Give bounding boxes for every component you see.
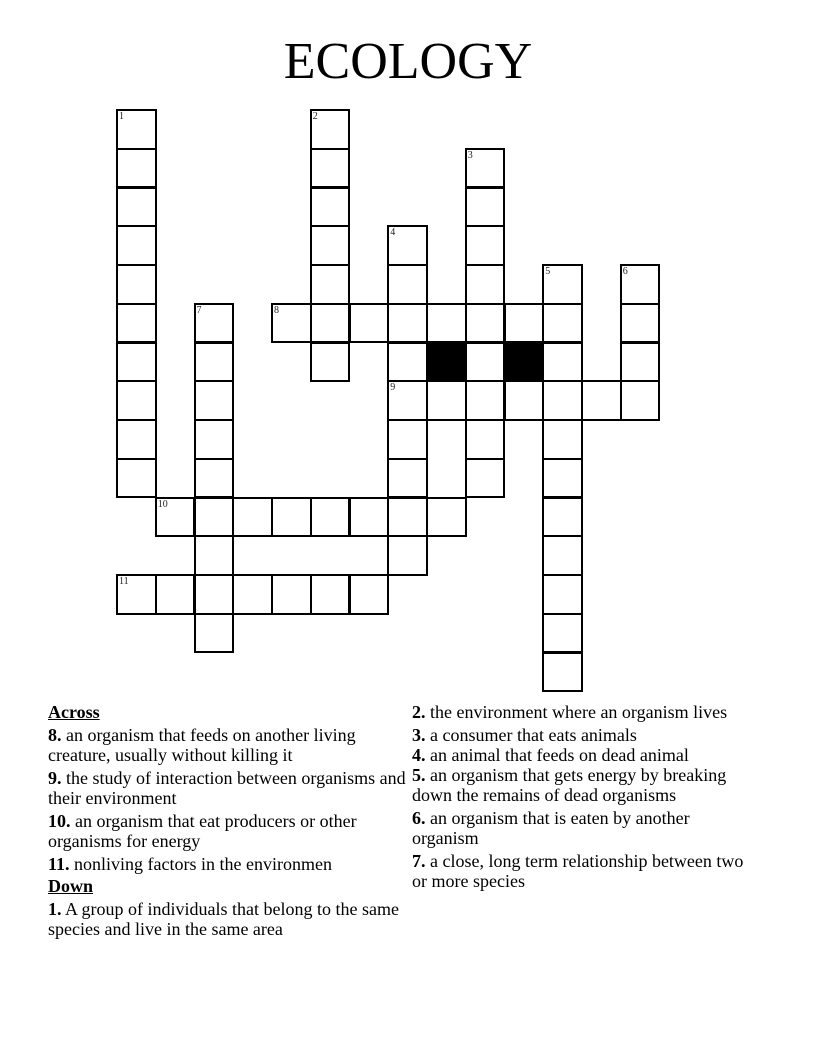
grid-cell[interactable] xyxy=(194,342,235,383)
clue-down-7 xyxy=(412,851,752,891)
clue-across-11 xyxy=(48,854,408,874)
grid-cell[interactable] xyxy=(387,342,428,383)
grid-cell[interactable] xyxy=(465,225,506,266)
grid-cell[interactable] xyxy=(116,380,157,421)
grid-cell[interactable] xyxy=(116,148,157,189)
clue-number-label: 4 xyxy=(390,227,396,239)
clue-number: 10. xyxy=(48,811,71,831)
grid-cell[interactable] xyxy=(116,109,157,150)
clue-down-4 xyxy=(412,745,752,765)
grid-cell[interactable] xyxy=(426,380,467,421)
grid-cell[interactable] xyxy=(194,497,235,538)
grid-cell[interactable] xyxy=(116,419,157,460)
clue-down-3 xyxy=(412,725,752,745)
clue-number: 7. xyxy=(412,851,426,871)
clue-number-label: 5 xyxy=(545,266,551,277)
clue-number: 9. xyxy=(48,768,62,788)
grid-cell[interactable] xyxy=(581,380,622,421)
clue-number-label: 6 xyxy=(622,266,628,277)
clue-down-5 xyxy=(412,765,752,805)
grid-cell[interactable] xyxy=(194,380,235,421)
grid-cell[interactable] xyxy=(116,225,157,266)
grid-cell[interactable] xyxy=(387,225,428,266)
clue-number: 2. xyxy=(412,702,426,722)
grid-cell[interactable] xyxy=(542,497,583,538)
clue-number-label: 10 xyxy=(157,498,168,510)
grid-cell[interactable] xyxy=(620,264,661,305)
clue-text: A group of individuals that belong to the same species and live in the same area xyxy=(48,899,399,939)
grid-cell[interactable] xyxy=(116,187,157,228)
clue-text: an animal that feeds on dead animal xyxy=(430,745,689,765)
clues-column-left xyxy=(48,702,408,942)
clue-text: an organism that gets energy by breaking down the remains of dead organisms xyxy=(412,765,727,805)
grid-cell[interactable] xyxy=(310,225,351,266)
grid-cell[interactable] xyxy=(387,535,428,576)
grid-cell[interactable] xyxy=(194,613,235,654)
clue-number-label: 7 xyxy=(196,304,202,316)
grid-cell[interactable] xyxy=(310,497,351,538)
grid-cell[interactable] xyxy=(387,458,428,499)
grid-cell[interactable] xyxy=(542,264,583,305)
clue-down-6 xyxy=(412,808,752,848)
clue-number: 5. xyxy=(412,765,426,785)
down-heading: Down xyxy=(48,876,94,896)
clue-text: the environment where an organism lives xyxy=(430,702,728,722)
grid-cell[interactable] xyxy=(194,574,235,615)
clue-text: a close, long term relationship between two or more species xyxy=(412,851,744,891)
clue-number-label: 11 xyxy=(119,576,129,587)
grid-cell[interactable] xyxy=(155,574,196,615)
grid-cell[interactable] xyxy=(387,419,428,460)
grid-cell[interactable] xyxy=(310,342,351,383)
clue-text: an organism that is eaten by another organism xyxy=(412,808,690,848)
grid-cell[interactable] xyxy=(465,148,506,189)
grid-cell[interactable] xyxy=(465,303,506,344)
grid-cell[interactable] xyxy=(465,380,506,421)
clue-down-2 xyxy=(412,702,752,722)
grid-cell[interactable] xyxy=(310,187,351,228)
grid-cell[interactable] xyxy=(116,458,157,499)
grid-cell[interactable] xyxy=(310,303,351,344)
clue-number-label: 9 xyxy=(390,382,396,394)
grid-cell[interactable] xyxy=(542,342,583,383)
grid-cell[interactable] xyxy=(542,535,583,576)
grid-cell[interactable] xyxy=(504,303,545,344)
grid-cell[interactable] xyxy=(504,380,545,421)
clue-text: a consumer that eats animals xyxy=(430,725,637,745)
grid-cell[interactable] xyxy=(465,458,506,499)
grid-cell[interactable] xyxy=(387,303,428,344)
grid-cell[interactable] xyxy=(349,574,390,615)
grid-cell[interactable] xyxy=(542,458,583,499)
grid-cell[interactable] xyxy=(542,419,583,460)
grid-cell[interactable] xyxy=(116,574,157,615)
grid-cell[interactable] xyxy=(620,303,661,344)
clue-number: 11. xyxy=(48,854,70,874)
clue-number-label: 3 xyxy=(467,149,473,161)
clue-number: 8. xyxy=(48,725,62,745)
grid-cell[interactable] xyxy=(116,264,157,305)
grid-cell[interactable] xyxy=(465,419,506,460)
grid-cell[interactable] xyxy=(387,497,428,538)
grid-cell[interactable] xyxy=(194,535,235,576)
clue-across-8 xyxy=(48,725,408,765)
grid-cell[interactable] xyxy=(542,303,583,344)
grid-cell[interactable] xyxy=(542,652,583,693)
clue-number: 3. xyxy=(412,725,426,745)
grid-cell[interactable] xyxy=(465,187,506,228)
grid-cell[interactable] xyxy=(116,303,157,344)
puzzle-title: ECOLOGY xyxy=(283,33,533,90)
clue-across-9 xyxy=(48,768,408,808)
grid-cell[interactable] xyxy=(310,148,351,189)
grid-cell[interactable] xyxy=(426,497,467,538)
grid-cell[interactable] xyxy=(542,613,583,654)
clue-text: an organism that feeds on another living creature, usually without killing it xyxy=(48,725,356,765)
grid-cell[interactable] xyxy=(232,574,273,615)
clue-number: 1. xyxy=(48,899,62,919)
clue-text: an organism that eat producers or other organisms for energy xyxy=(48,811,357,851)
across-heading: Across xyxy=(48,702,100,722)
clue-number-label: 2 xyxy=(312,111,318,122)
grid-cell[interactable] xyxy=(387,264,428,305)
grid-cell[interactable] xyxy=(620,342,661,383)
black-cell xyxy=(504,342,545,383)
grid-cell[interactable] xyxy=(271,303,312,344)
grid-cell[interactable] xyxy=(310,109,351,150)
grid-cell[interactable] xyxy=(194,303,235,344)
grid-cell[interactable] xyxy=(426,303,467,344)
grid-cell[interactable] xyxy=(271,574,312,615)
clue-number-label: 8 xyxy=(274,304,279,316)
grid-cell[interactable] xyxy=(271,497,312,538)
grid-cell[interactable] xyxy=(349,303,390,344)
grid-cell[interactable] xyxy=(155,497,196,538)
grid-cell[interactable] xyxy=(465,264,506,305)
clue-down-1 xyxy=(48,899,408,939)
grid-cell[interactable] xyxy=(310,264,351,305)
clue-text: nonliving factors in the environmen xyxy=(74,854,332,874)
black-cell xyxy=(426,342,467,383)
grid-cell[interactable] xyxy=(194,419,235,460)
grid-cell[interactable] xyxy=(232,497,273,538)
grid-cell[interactable] xyxy=(542,574,583,615)
clue-text: the study of interaction between organisms and their environment xyxy=(48,768,406,808)
grid-cell[interactable] xyxy=(194,458,235,499)
clues-column-right xyxy=(412,702,752,894)
grid-cell[interactable] xyxy=(542,380,583,421)
grid-cell[interactable] xyxy=(349,497,390,538)
clue-across-10 xyxy=(48,811,408,851)
clue-number: 4. xyxy=(412,745,426,765)
clue-number: 6. xyxy=(412,808,426,828)
grid-cell[interactable] xyxy=(465,342,506,383)
grid-cell[interactable] xyxy=(310,574,351,615)
grid-cell[interactable] xyxy=(620,380,661,421)
clue-number-label: 1 xyxy=(119,111,124,122)
grid-cell[interactable] xyxy=(387,380,428,421)
grid-cell[interactable] xyxy=(116,342,157,383)
